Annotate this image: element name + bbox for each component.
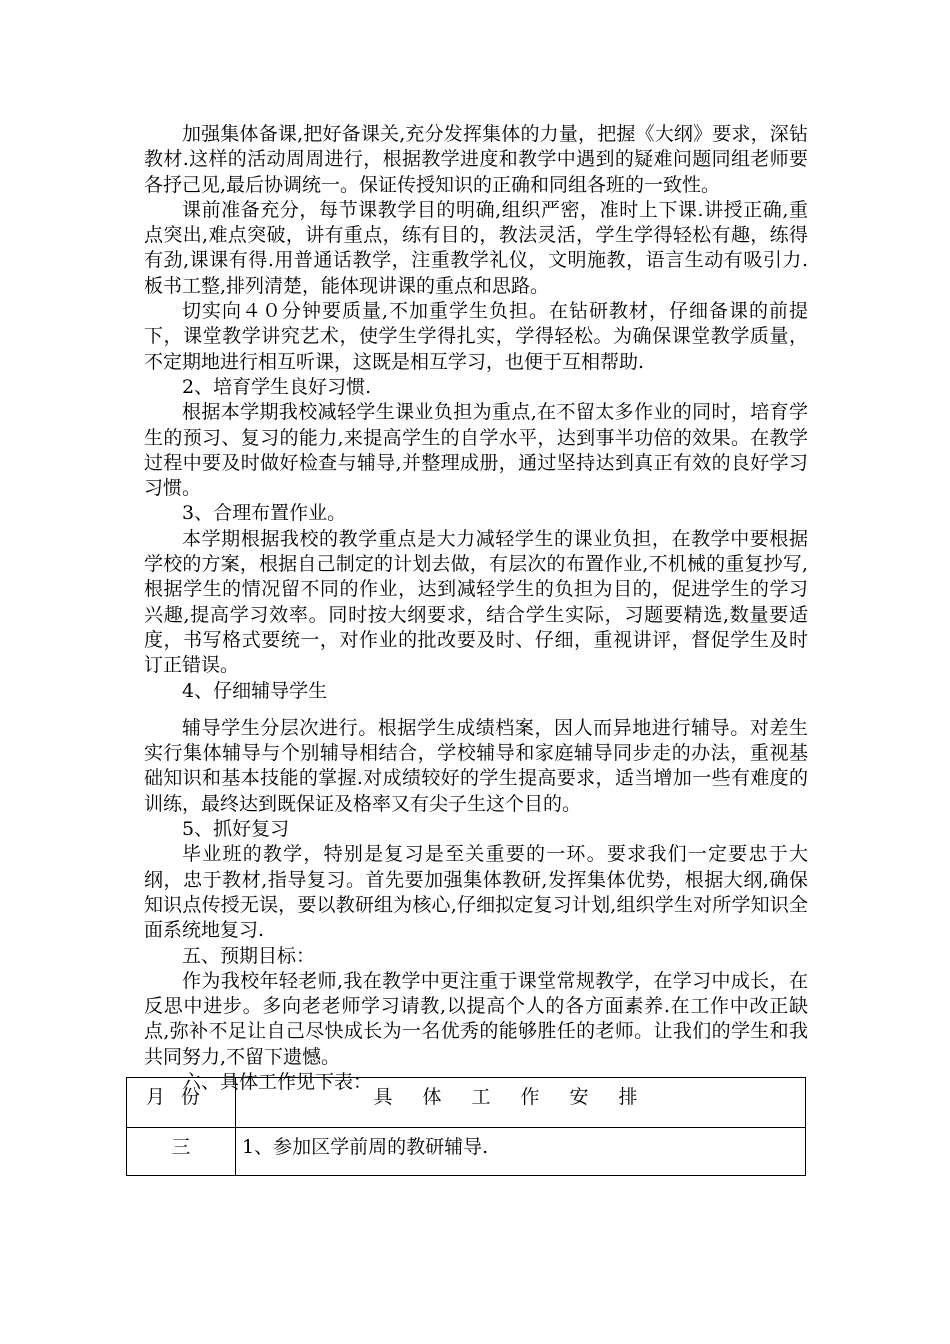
month-cell <box>127 1128 236 1176</box>
paragraph-class-preparation: 课前准备充分，每节课教学目的明确,组织严密，准时上下课.讲授正确,重点突出,难点突破，讲有重点，练有目的，教法灵活，学生学得轻松有趣，练得有劲,课课有得.用普通话教学，注重教学礼仪，文明施教，语言生动有吸引力.板书工整,排列清楚，能体现讲课的重点和思路。 <box>144 198 808 297</box>
work-cell <box>236 1128 806 1176</box>
month-value: 三 <box>171 1136 191 1158</box>
heading-tutoring: 4、仔细辅导学生 <box>182 679 328 702</box>
header-work-label: 具体工作安排 <box>373 1086 668 1108</box>
work-value: 1、参加区学前周的教研辅导. <box>242 1136 489 1158</box>
table-header-row <box>127 1078 806 1128</box>
paragraph-tutoring: 辅导学生分层次进行。根据学生成绩档案，因人而异地进行辅导。对差生实行集体辅导与个别辅导相结合，学校辅导和家庭辅导同步走的办法，重视基础知识和基本技能的掌握.对成绩较好的学生提高要求，适当增加一些有难度的训练，最终达到既保证及格率又有尖子生这个目的。 <box>144 716 808 815</box>
paragraph-expected-goals: 作为我校年轻老师,我在教学中更注重于课堂常规教学，在学习中成长，在反思中进步。多向老老师学习请教,以提高个人的各方面素养.在工作中改正缺点,弥补不足让自己尽快成长为一名优秀的能够胜任的老师。让我们的学生和我共同努力,不留下遗憾。 <box>144 969 808 1068</box>
paragraph-review: 毕业班的教学，特别是复习是至关重要的一环。要求我们一定要忠于大纲，忠于教材,指导复习。首先要加强集体教研,发挥集体优势，根据大纲,确保知识点传授无误，要以教研组为核心,仔细拟定复习计划,组织学生对所学知识全面系统地复习. <box>144 843 808 942</box>
heading-review: 5、抓好复习 <box>182 818 290 841</box>
document-body <box>144 122 808 1095</box>
header-month-label: 月份 <box>145 1086 216 1108</box>
paragraph-good-habits: 根据本学期我校减轻学生课业负担为重点,在不留太多作业的同时，培育学生的预习、复习的能力,来提高学生的自学水平，达到事半功倍的效果。在教学过程中要及时做好检查与辅导,并整理成册，通过坚持达到真正有效的良好学习习惯。 <box>144 401 808 500</box>
header-month-cell <box>127 1078 236 1128</box>
paragraph-collective-lesson-prep: 加强集体备课,把好备课关,充分发挥集体的力量，把握《大纲》要求，深钻教材.这样的活动周周进行，根据教学进度和教学中遇到的疑难问题同组老师要各抒己见,最后协调统一。保证传授知识的正确和同组各班的一致性。 <box>144 123 808 196</box>
paragraph-homework: 本学期根据我校的教学重点是大力减轻学生的课业负担，在教学中要根据学校的方案，根据自己制定的计划去做，有层次的布置作业,不机械的重复抄写,根据学生的情况留不同的作业，达到减轻学生的负担为目的，促进学生的学习兴趣,提高学习效率。同时按大纲要求，结合学生实际，习题要精选,数量要适度，书写格式要统一，对作业的批改要及时、仔细，重视讲评，督促学生及时订正错误。 <box>144 527 808 677</box>
heading-expected-goals: 五、预期目标： <box>182 944 316 967</box>
header-work-cell <box>236 1078 806 1128</box>
work-schedule-table <box>126 1077 806 1176</box>
heading-good-habits: 2、培育学生良好习惯. <box>182 375 372 398</box>
paragraph-quality-40-minutes: 切实向４０分钟要质量,不加重学生负担。在钻研教材，仔细备课的前提下，课堂教学讲究艺术，使学生学得扎实，学得轻松。为确保课堂教学质量，不定期地进行相互听课，这既是相互学习，也便于互相帮助. <box>144 300 808 373</box>
heading-homework: 3、合理布置作业。 <box>182 502 347 525</box>
heading-work-schedule: 六、具体工作见下表： <box>182 1070 373 1093</box>
table-row <box>127 1128 806 1176</box>
